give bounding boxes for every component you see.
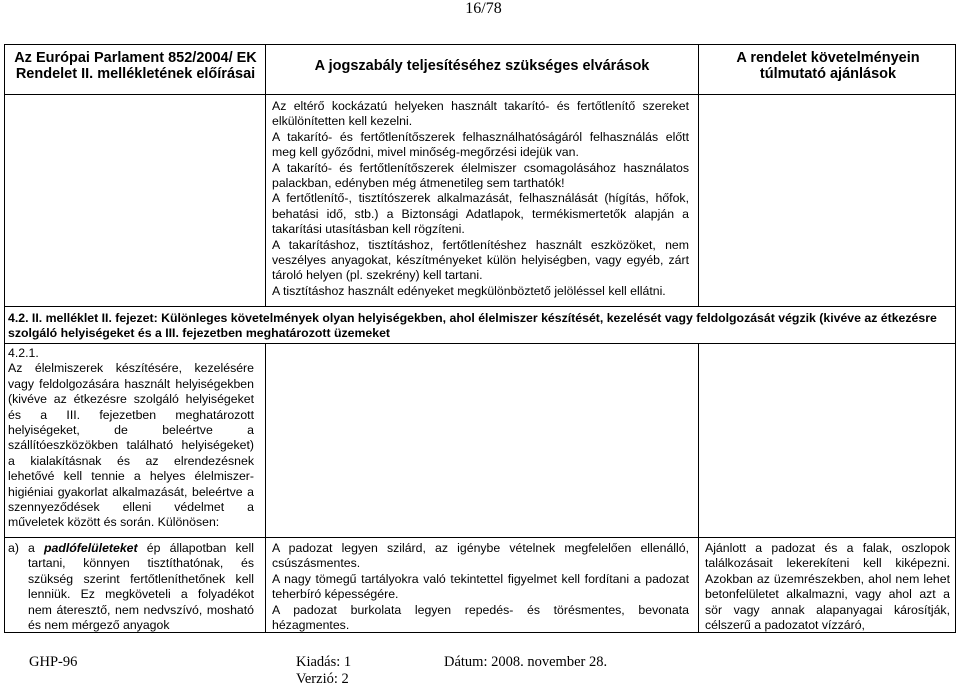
section-heading: 4.2. II. melléklet II. fejezet: Különleges követelmények olyan helyiségekben, ahol élelmiszer készítését, kezelését vagy feldolgozását végzik (kivéve az étkezésre szolgáló helyiségeket és a III. fejezetben meghatározott üzemeket bbox=[8, 311, 937, 340]
regulation-paragraph: Az élelmiszerek készítésére, kezelésére vagy feldolgozására használt helyiségekben (kivéve az étkezésre szolgáló helyiségeket és a III. fejezetben meghatározott helyiségeket, de beleértve a szállítóeszközökben található helyiségeket) a kialakításnak és az elrendezésnek lehetővé kell tennie a helyes élelmiszer-higiéniai gyakorlat alkalmazását, beleértve a szennyeződések elleni védelmet a műveletek között és során. Különösen: bbox=[8, 361, 254, 530]
subsection-number: 4.2.1. bbox=[8, 346, 39, 360]
recommendation-paragraph: Ajánlott a padozat és a falak, oszlopok találkozásait lekerekíteni kell kiképezni. Azokban az üzemrészekben, ahol nem lehet betonfelületet alkalmazni, vagy ahol azt a sör vagy annak alapanyagai károsítják, célszerű a padozatot vízzáró, bbox=[705, 541, 950, 633]
section-top-border bbox=[4, 306, 956, 307]
section-bottom-border bbox=[4, 343, 956, 344]
footer-verzio: Verzió: 2 bbox=[296, 671, 349, 687]
regulation-item-a bbox=[8, 541, 254, 633]
column-header-requirements: A jogszabály teljesítéséhez szükséges elvárások bbox=[314, 58, 650, 74]
column-header-regulation bbox=[8, 50, 263, 82]
item-a-pre: a bbox=[28, 541, 44, 555]
regulation-text-block bbox=[8, 346, 254, 531]
table-top-border bbox=[4, 44, 956, 45]
table-left-border-top bbox=[4, 44, 5, 306]
requirement-paragraph: A nagy tömegű tartályokra való tekintettel figyelmet kell fordítani a padozat teherbíró képességére. bbox=[272, 571, 689, 602]
table-right-border-top bbox=[955, 44, 956, 306]
column-header-recommendations-line1: A rendelet követelményein bbox=[736, 50, 920, 66]
column-header-recommendations-line2: túlmutató ajánlások bbox=[759, 66, 897, 82]
requirement-paragraph: A padozat burkolata legyen repedés- és törésmentes, bevonata hézagmentes. bbox=[272, 602, 689, 633]
recommendation-block bbox=[705, 541, 950, 633]
table-left-border-bottom bbox=[4, 343, 5, 633]
table-right-border-bottom bbox=[955, 343, 956, 633]
item-a-marker: a) bbox=[8, 541, 19, 555]
footer-datum: Dátum: 2008. november 28. bbox=[444, 654, 608, 670]
requirements-top-block bbox=[272, 99, 689, 299]
column-header-regulation-line2: Rendelet II. mellékletének előírásai bbox=[15, 66, 256, 82]
requirement-paragraph: A takarításhoz, tisztításhoz, fertőtlenítéshez használt eszközöket, nem veszélyes anyagokat, készítményeket külön helyiségben, vagy egyéb, zárt tároló helyen (pl. szekrény) kell tartani. bbox=[272, 237, 689, 283]
footer-doc-id: GHP-96 bbox=[29, 654, 78, 670]
column-divider-2-bottom bbox=[698, 343, 699, 633]
column-header-regulation-line1: Az Európai Parlament 852/2004/ EK bbox=[14, 50, 257, 66]
column-divider-2-top bbox=[698, 44, 699, 306]
requirement-paragraph: A tisztításhoz használt edényeket megkülönböztető jelöléssel kell ellátni. bbox=[272, 283, 666, 298]
requirement-paragraph: A padozat legyen szilárd, az igénybe vételnek megfelelően ellenálló, csúszásmentes. bbox=[272, 541, 689, 571]
requirement-paragraph: Az eltérő kockázatú helyeken használt takarító- és fertőtlenítő szereket elkülönítetten kell kezelni. bbox=[272, 99, 689, 129]
requirement-paragraph: A fertőtlenítő-, tisztítószerek alkalmazását, felhasználását (hígítás, hőfok, behatási idő, stb.) a Biztonsági Adatlapok, termékismertetők alapján a takarítási utasításban kell rögzíteni. bbox=[272, 191, 689, 237]
header-bottom-border bbox=[4, 94, 956, 95]
requirement-paragraph: A takarító- és fertőtlenítőszerek élelmiszer csomagolásához használatos palackban, edényben még átmenetileg sem tarthatók! bbox=[272, 160, 689, 191]
requirements-floor-block bbox=[272, 541, 689, 633]
column-header-recommendations bbox=[703, 50, 953, 82]
column-divider-1-top bbox=[265, 44, 266, 306]
requirement-paragraph: A takarító- és fertőtlenítőszerek felhasználhatóságáról felhasználás előtt meg kell győződni, mivel minőség-megőrzési idejük van. bbox=[272, 129, 689, 160]
page-number: 16/78 bbox=[465, 0, 502, 17]
footer-kiadas: Kiadás: 1 bbox=[296, 654, 352, 670]
section-left-border bbox=[4, 306, 5, 344]
column-divider-1-bottom bbox=[265, 343, 266, 633]
section-right-border bbox=[955, 306, 956, 344]
item-a-text: ép állapotban kell tartani, könnyen tisztíthatónak, és szükség szerint fertőtleníthetőnek kell lenniük. Ez megköveteli a folyadékot nem áteresztő, nem nedvszívó, mosható és nem mérgező anyagok bbox=[28, 541, 254, 633]
row-divider bbox=[4, 537, 956, 538]
item-a-emphasis: padlófelületeket bbox=[44, 541, 138, 555]
